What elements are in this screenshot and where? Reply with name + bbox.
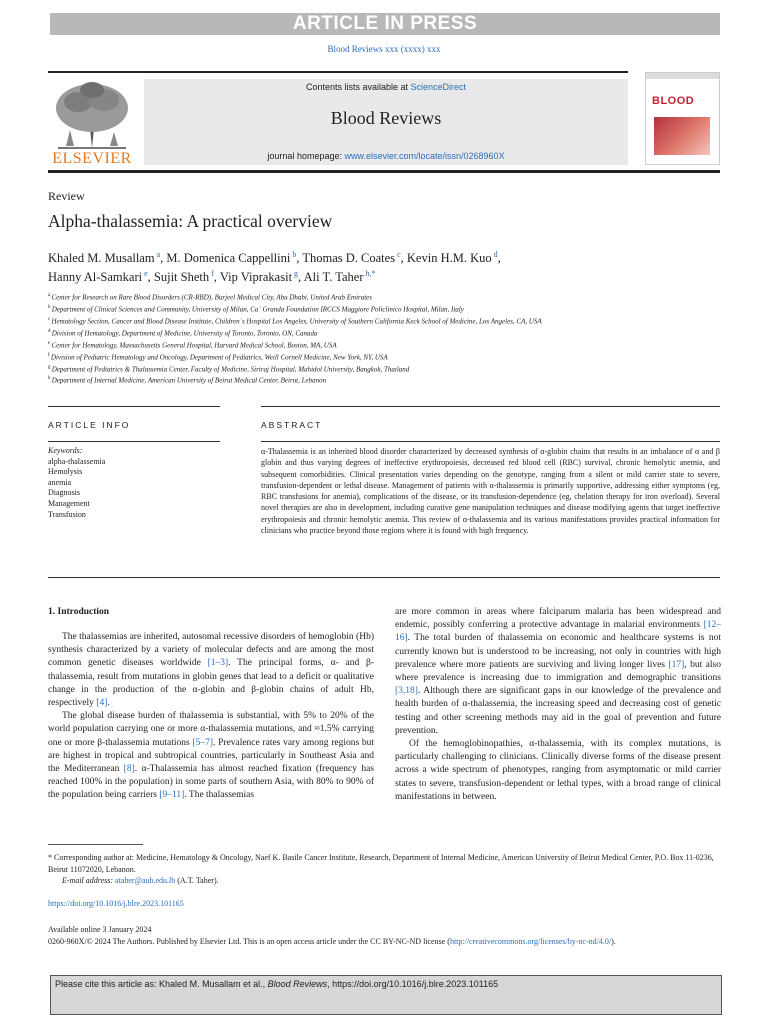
affiliation-item: $^g$ Department of Pediatrics & Thalassemia Center, Faculty of Medicine, Siriraj Hospital, Mahidol University, Bangkok, Thailand (48, 364, 410, 373)
citation-link[interactable]: [9–11] (159, 790, 185, 801)
author-name[interactable]: Hanny Al-Samkari (48, 270, 143, 285)
keyword-item: alpha-thalassemia (48, 456, 106, 466)
author-affiliation-marker[interactable]: g (292, 269, 299, 279)
affiliation-item: $^a$ Center for Research on Rare Blood Disorders (CR-RBD), Burjeel Medical City, Abu Dhabi, United Arab Emirates (48, 293, 373, 302)
cite-this-article-box (50, 975, 722, 1015)
journal-citation-line[interactable]: Blood Reviews xxx (xxxx) xxx (327, 44, 441, 54)
keywords-block (48, 446, 105, 520)
author-affiliation-marker[interactable]: b (290, 250, 297, 259)
sciencedirect-link[interactable]: ScienceDirect (410, 82, 467, 92)
article-info-top-rule (48, 406, 220, 407)
citation-link[interactable]: [4] (96, 698, 108, 709)
article-type: Review (48, 189, 85, 203)
author-affiliation-marker[interactable]: h,* (363, 269, 376, 279)
section-heading-introduction: 1. Introduction (48, 607, 110, 617)
availability-and-license (48, 924, 720, 947)
keyword-item: Management (48, 498, 90, 508)
affiliation-item: $^c$ Hematology Section, Cancer and Blood Disease Institute, Children`s Hospital Los Angeles, University of Southern California Keck School of Medicine, Los Angeles, CA, USA (48, 316, 542, 326)
corresponding-author-text: * Corresponding author at: Medicine, Hematology & Oncology, Naef K. Basile Cancer Institute, Research, Department of Internal Medicine, American University of Beirut Medical Center, P.O. Box 11-0236, Beirut 11072020, Lebanon. (48, 853, 714, 874)
email-link[interactable]: ataher@aub.edu.lb (115, 876, 176, 885)
body-paragraph: The thalassemias are inherited, autosomal recessive disorders of hemoglobin (Hb) synthesis characterized by a variety of molecular defects and are among the most common genetic diseases worldwide [1–3]. The principal forms, α- and β-thalassemia, result from mutations in globin genes that lead to a deficit or qualitative change in the production of the α-globin and β-globin chains of adult Hb, respectively [4]. (48, 632, 374, 709)
email-line: E-mail address: ataher@aub.edu.lb (A.T. Taher). (62, 876, 219, 885)
corresponding-author-footnote (48, 852, 720, 887)
author-name[interactable]: Ali T. Taher (303, 270, 364, 285)
article-info-separator (48, 441, 220, 442)
cite-this-article-text: Please cite this article as: Khaled M. Musallam et al., Blood Reviews, https://doi.org/10.1016/j.blre.2023.101165 (55, 979, 499, 989)
affiliation-item: $^f$ Division of Pediatric Hematology and Oncology, Department of Pediatrics, Weill Cornell Medicine, New York, NY, USA (48, 352, 388, 361)
header-bottom-rule (48, 170, 720, 173)
citation-link[interactable]: [3,18] (395, 686, 418, 697)
license-link[interactable]: http://creativecommons.org/licenses/by-nc-nd/4.0/ (449, 936, 612, 946)
author-affiliation-marker[interactable]: f (209, 269, 214, 279)
elsevier-wordmark: ELSEVIER (52, 150, 132, 167)
footnote-rule (48, 844, 143, 845)
body-column-left (48, 631, 374, 803)
affiliation-item: $^b$ Department of Clinical Sciences and Community, University of Milan, Ca` Granda Foundation IRCCS Maggiore Policlinico Hospital, Milan, Italy (48, 304, 464, 314)
abstract-separator (261, 441, 720, 442)
author-affiliation-marker[interactable]: a (154, 250, 161, 259)
contents-line: Contents lists available at ScienceDirect (305, 82, 467, 92)
article-title: Alpha-thalassemia: A practical overview (48, 211, 333, 231)
keyword-list (48, 457, 105, 521)
journal-title: Blood Reviews (330, 108, 442, 128)
body-paragraph: Of the hemoglobinopathies, α-thalassemia, with its complex mutations, is particularly challenging to clinicians. Clinically diverse forms of the disease present across a wide spectrum of phenotypes, ranging from asymptomatic or mild carrier states to severe, transfusion-dependent or lethal types, with a broad range of clinical manifestations in between. (395, 739, 721, 802)
keyword-item: Hemolysis (48, 467, 83, 477)
abstract-text: α-Thalassemia is an inherited blood disorder characterized by decreased synthesis of α-globin chains that results in an imbalance of α and β globin and thus varying degrees of ineffective erythropoiesis, decreased red blood cell (RBC) survival, chronic hemolytic anemia, and subsequent comorbidities. Clinical presentation varies depending on the genotype, ranging from a silent or mild carrier state to severe, transfusion-dependent or lethal disease. Management of patients with α-thalassemia is primarily supportive, addressing either symptoms (eg, RBC transfusions for anemia), complications of the disease, or its transfusion-dependence (eg, chelation therapy for iron overload). Several novel therapies are also in development, including curative gene manipulation techniques and disease modifying agents that target ineffective erythropoiesis and chronic hemolytic anemia. This review of α-thalassemia and its various manifestations provides practical information for clinicians who practice beyond those regions where it is found with high frequency. (261, 447, 720, 536)
body-paragraph: are more common in areas where falciparum malaria has been widespread and endemic, possibly conferring a protective advantage in malarial environments [12–16]. The total burden of thalassemia on economic and healthcare systems is not currently known but is understood to be increasing, not only in countries with high prevalence where more patients are surviving and living longer lives [17], but also where prevalence is increasing due to immigration and demographic transitions [3,18]. Although there are significant gaps in our knowledge of the prevalence and health burden of α-thalassemia, the increasing speed and decreasing cost of genetic testing and other screening methods may aid in the goal of prevention and future prevention. (395, 607, 721, 736)
cover-band (646, 73, 719, 79)
author-affiliation-marker[interactable]: c (395, 250, 401, 259)
keywords-heading: Keywords: (48, 446, 83, 455)
citation-link[interactable]: [5–7] (192, 737, 213, 748)
journal-header-box (144, 79, 628, 165)
keyword-item: anemia (48, 477, 72, 487)
keyword-item: Transfusion (48, 509, 86, 519)
license-line: 0260-960X/© 2024 The Authors. Published by Elsevier Ltd. This is an open access article under the CC BY-NC-ND license (http://creativecommons.org/licenses/by-nc-nd/4.0/). (48, 936, 616, 946)
body-column-right (395, 606, 721, 804)
keyword-item: Diagnosis (48, 488, 80, 498)
author-name[interactable]: Thomas D. Coates (302, 251, 396, 266)
abstract-heading: ABSTRACT (261, 420, 323, 430)
author-affiliation-marker[interactable]: d (491, 250, 498, 259)
citation-link[interactable]: [8] (123, 764, 135, 775)
author-name[interactable]: M. Domenica Cappellini (166, 251, 291, 266)
citation-link[interactable]: [12–16] (395, 620, 721, 644)
author-name[interactable]: Khaled M. Musallam (48, 251, 155, 266)
citation-link[interactable]: [1–3] (207, 658, 229, 669)
affiliation-item: $^e$ Center for Hematology, Massachusetts General Hospital, Harvard Medical School, Boston, MA, USA (48, 340, 337, 350)
affiliation-list (48, 291, 638, 386)
available-online-date: Available online 3 January 2024 (48, 925, 152, 934)
author-name[interactable]: Kevin H.M. Kuo (406, 251, 492, 266)
cover-title: BLOOD (652, 95, 695, 107)
doi-link[interactable]: https://doi.org/10.1016/j.blre.2023.101165 (48, 899, 184, 908)
citation-link[interactable]: [17] (668, 659, 685, 670)
author-name[interactable]: Sujit Sheth (153, 270, 210, 285)
body-paragraph: The global disease burden of thalassemia is substantial, with 5% to 20% of the world population carrying one or more α-thalassemia mutations, and ≈1.5% carrying one or more β-thalassemia mutations [5–7]. Prevalence rates vary among regions but are highest in tropical and subtropical countries, particularly in Southeast Asia and the Mediterranean [8]. α-Thalassemia has almost reached fixation (frequency has reached 100% in the population) in some parts of southern Asia, with 80% to 90% of the population being carriers [9–11]. The thalassemias (48, 711, 374, 801)
cover-image (654, 117, 710, 155)
affiliation-item: $^h$ Department of Internal Medicine, American University of Beirut Medical Center, Beirut, Lebanon (48, 376, 327, 385)
abstract-bottom-rule (48, 577, 720, 578)
affiliation-item: $^d$ Division of Hematology, Department of Medicine, University of Toronto, Toronto, ON, Canada (48, 328, 318, 338)
journal-homepage-line: journal homepage: www.elsevier.com/locate/issn/0268960X (267, 151, 505, 161)
author-affiliation-marker[interactable]: e (142, 269, 148, 279)
article-in-press-banner: ARTICLE IN PRESS (50, 13, 720, 35)
author-list: Khaled M. Musallam $^a$, M. Domenica Cappellini $^b$, Thomas D. Coates $^c$, Kevin H.M. Kuo $^d$, Hanny Al-Samkari $^e$, Sujit Sheth $^f$, Vip Viprakasit $^g$, Ali T. Taher $^{h,*}$ (48, 250, 501, 285)
journal-cover-thumbnail[interactable] (645, 72, 720, 165)
author-name[interactable]: Vip Viprakasit (219, 270, 293, 285)
abstract-top-rule (261, 406, 720, 407)
header-rule (48, 71, 628, 73)
article-info-heading: ARTICLE INFO (48, 420, 131, 430)
journal-homepage-link[interactable]: www.elsevier.com/locate/issn/0268960X (344, 151, 505, 161)
